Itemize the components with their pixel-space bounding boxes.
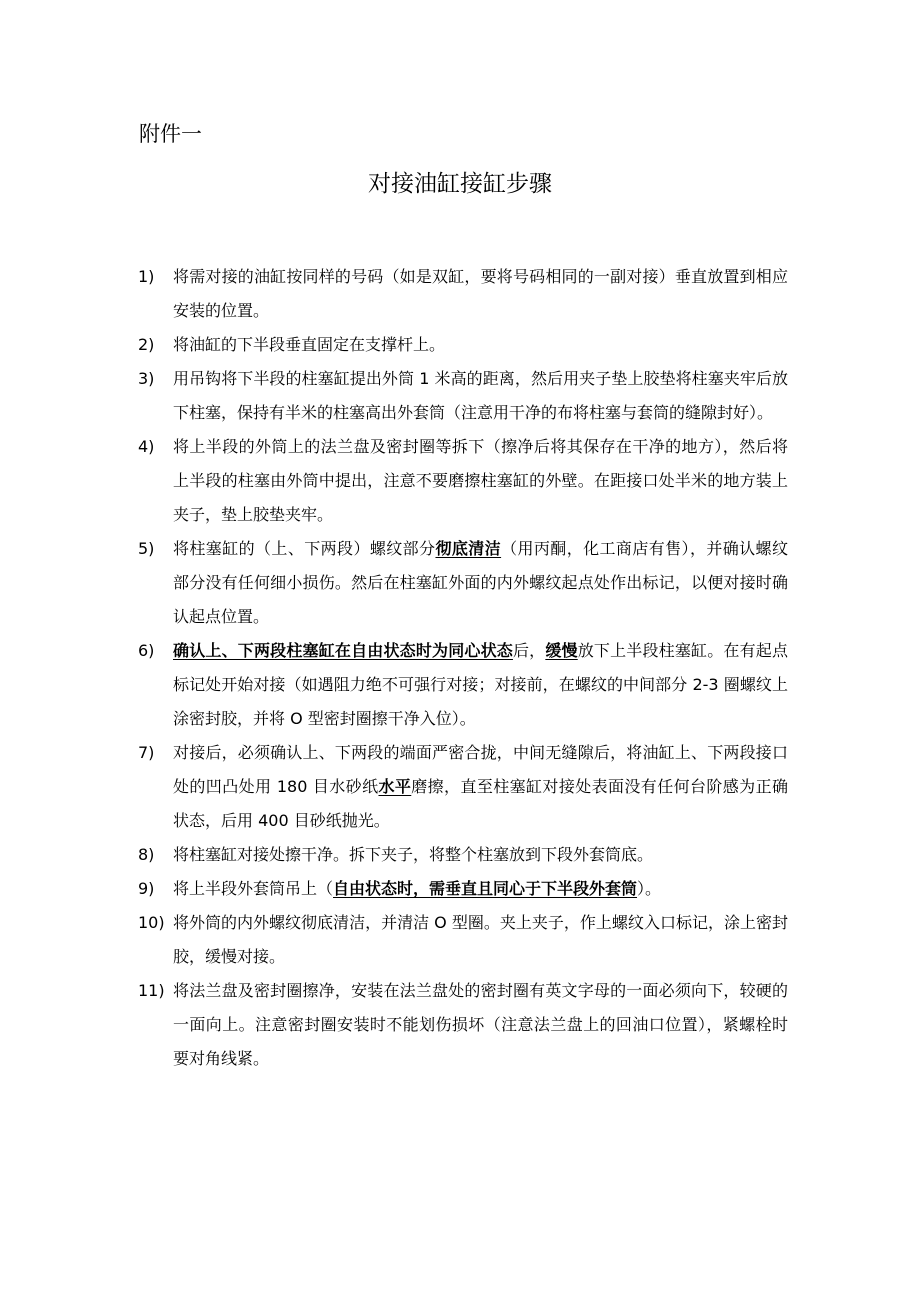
step-text: 将油缸的下半段垂直固定在支撑杆上。 xyxy=(173,335,446,354)
step-number: 8) xyxy=(138,845,155,864)
step-item xyxy=(138,974,788,1076)
step-item xyxy=(138,532,788,634)
attachment-label: 附件一 xyxy=(139,122,202,146)
step-text: 将需对接的油缸按同样的号码（如是双缸，要将号码相同的一副对接）垂直放置到相应安装的位置。 xyxy=(173,267,788,320)
step-emphasis-text: 缓慢 xyxy=(545,641,578,660)
step-emphasis-text: 自由状态时，需垂直且同心于下半段外套筒 xyxy=(333,879,638,898)
step-emphasis-text: 确认上、下两段柱塞缸在自由状态时为同心状态 xyxy=(173,641,513,660)
step-number: 7) xyxy=(138,743,155,762)
step-number: 6) xyxy=(138,641,155,660)
step-text: 将上半段外套筒吊上（ xyxy=(173,879,334,898)
step-item xyxy=(138,430,788,532)
step-text: （用丙酮，化工商店有售），并确认螺纹部分没有任何细小损伤。然后在柱塞缸外面的内外螺纹起点处作出标记，以便对接时确认起点位置。 xyxy=(173,539,788,626)
step-text: 放下上半段柱塞缸。在有起点标记处开始对接（如遇阻力绝不可强行对接；对接前，在螺纹的中间部分 2-3 圈螺纹上涂密封胶，并将 O 型密封圈擦干净入位）。 xyxy=(173,641,788,728)
step-text: 将外筒的内外螺纹彻底清洁，并清洁 O 型圈。夹上夹子，作上螺纹入口标记，涂上密封胶，缓慢对接。 xyxy=(173,913,788,966)
step-number: 3) xyxy=(138,369,155,388)
step-emphasis-text: 水平 xyxy=(378,777,412,796)
step-item xyxy=(138,362,788,430)
step-text: ）。 xyxy=(637,879,662,898)
step-number: 11) xyxy=(138,981,165,1000)
step-number: 10) xyxy=(138,913,165,932)
step-emphasis-text: 彻底清洁 xyxy=(435,539,502,558)
step-text: 将法兰盘及密封圈擦净，安装在法兰盘处的密封圈有英文字母的一面必须向下，较硬的一面向上。注意密封圈安装时不能划伤损坏（注意法兰盘上的回油口位置），紧螺栓时要对角线紧。 xyxy=(173,981,788,1068)
step-text: 后， xyxy=(512,641,546,660)
step-text: 将柱塞缸对接处擦干净。拆下夹子，将整个柱塞放到下段外套筒底。 xyxy=(173,845,654,864)
step-text: 磨擦，直至柱塞缸对接处表面没有任何台阶感为正确状态，后用 400 目砂纸抛光。 xyxy=(173,777,788,830)
step-item xyxy=(138,634,788,736)
step-item xyxy=(138,872,788,906)
steps-list xyxy=(138,260,788,1076)
step-text: 将柱塞缸的（上、下两段）螺纹部分 xyxy=(173,539,436,558)
step-item xyxy=(138,260,788,328)
step-item xyxy=(138,838,788,872)
step-number: 2) xyxy=(138,335,155,354)
step-number: 1) xyxy=(138,267,155,286)
document-title: 对接油缸接缸步骤 xyxy=(368,171,552,197)
step-item xyxy=(138,328,788,362)
step-number: 4) xyxy=(138,437,155,456)
step-text: 对接后，必须确认上、下两段的端面严密合拢，中间无缝隙后，将油缸上、下两段接口处的凹凸处用 180 目水砂纸 xyxy=(173,743,788,796)
step-item xyxy=(138,736,788,838)
step-number: 9) xyxy=(138,879,155,898)
step-text: 将上半段的外筒上的法兰盘及密封圈等拆下（擦净后将其保存在干净的地方），然后将上半段的柱塞由外筒中提出，注意不要磨擦柱塞缸的外壁。在距接口处半米的地方装上夹子，垫上胶垫夹牢。 xyxy=(173,437,788,524)
step-item xyxy=(138,906,788,974)
step-text: 用吊钩将下半段的柱塞缸提出外筒 1 米高的距离，然后用夹子垫上胶垫将柱塞夹牢后放下柱塞，保持有半米的柱塞高出外套筒（注意用干净的布将柱塞与套筒的缝隙封好）。 xyxy=(173,369,788,422)
step-number: 5) xyxy=(138,539,155,558)
